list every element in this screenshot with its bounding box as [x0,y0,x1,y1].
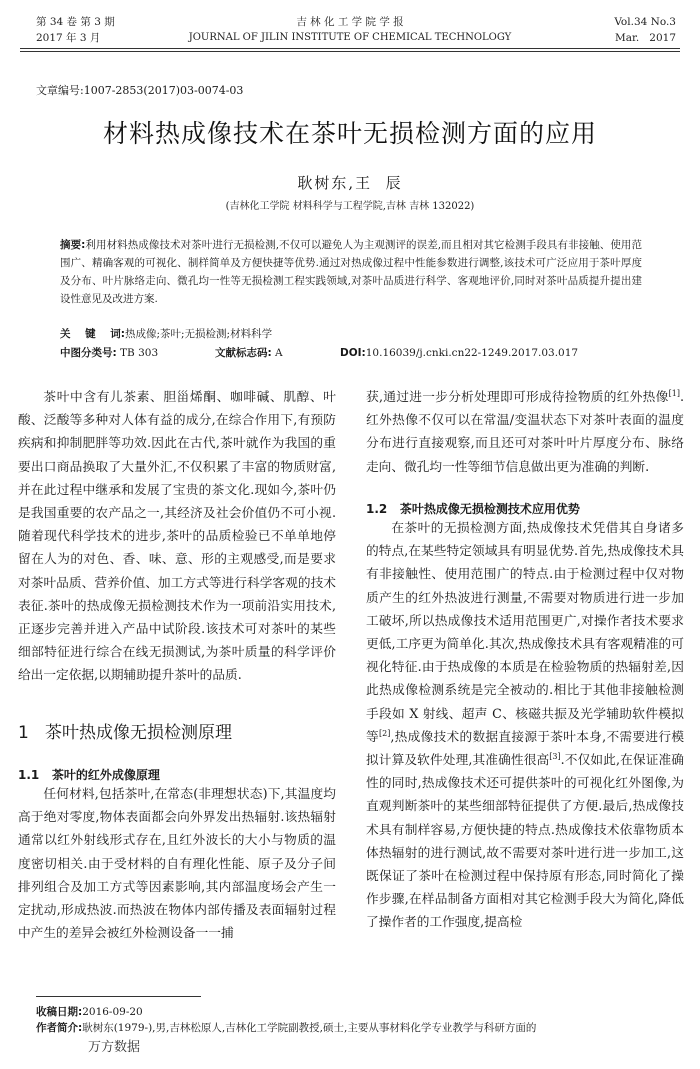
paragraph-1-1: 任何材料,包括茶叶,在常态(非理想状态)下,其温度均高于绝对零度,物体表面都会向外界发出热辐射.该热辐射通常以红外射线形式存在,且红外波长的大小与物质的温度密切相关.由于受材料的自有理化性能、原子及分子间排列组合及加工方式等因素影响,其内部温度场会产生一定扰动,形成热波.而热波在物体内部传播及表面辐射过程中产生的差异会被红外检测设备一一捕 [18,786,336,941]
paragraph-1-2-text-a: 在茶叶的无损检测方面,热成像技术凭借其自身诸多的特点,在某些特定领域具有明显优势.首先,热成像技术具有非接触性、使用范围广的特点.由于检测过程中仅对物质产生的红外热波进行测量,不需要对物质进行进一步加工破坏,所以热成像技术适用范围更广,对操作者技术要求更低,工序更为简单化.其次,热成像技术具有客观精准的可视化特征.由于热成像的本质是在检验物质的热辐射差,因此热成像检测系统是完全被动的.相比于其他非接触检测手段如 X 射线、超声 C、核磁共振及光学辅助软件模拟等 [366,520,684,744]
document-code [215,344,283,362]
citation-1: [1] [668,388,680,398]
paragraph-continued-text-b: .红外热像不仅可以在常温/变温状态下对茶叶表面的温度分布进行直接观察,而且还可对茶叶叶片厚度分布、脉络走向、微孔均一性等细节信息做出更为准确的判断. [366,389,684,474]
bio-text: 耿树东(1979-),男,吉林松原人,吉林化工学院副教授,硕士,主要从事材料化学专业教学与科研方面的 [82,1022,537,1034]
subsection-1-1-title: 茶叶的红外成像原理 [51,768,160,782]
header-rule [20,48,680,49]
received-date [36,1004,143,1020]
watermark: 万方数据 [88,1040,141,1055]
header-rule-thin [20,51,680,52]
paper-title: 材料热成像技术在茶叶无损检测方面的应用 [102,119,597,148]
intro-paragraph: 茶叶中含有儿茶素、胆甾烯酮、咖啡碱、肌醇、叶酸、泛酸等多种对人体有益的成分,在综合作用下,有预防疾病和抑制肥胖等功效.因此在古代,茶叶就作为我国的重要出口商品换取了大量外汇,不仅积累了丰富的物质财富,并在此过程中继承和发展了宝贵的茶文化.现如今,茶叶仍是我国重要的农产品之一,其经济及社会价值仍不可小视.随着现代科学技术的进步,茶叶的品质检验已不单单地停留在人为的对色、香、味、意、形的主观感受,而是要求对茶叶品质、营养价值、加工方式等进行科学客观的技术表征.茶叶的热成像无损检测技术作为一项前沿实用技术,正逐步完善并进入产品中试阶段.该技术可对茶叶的某些细部特征进行综合在线无损测试,为茶叶质量的科学评价给出一定依据,以期辅助提升茶叶的品质. [18,389,336,683]
clc-number [60,344,158,362]
clc-value: TB 303 [120,347,159,359]
keywords-text: 热成像;茶叶;无损检测;材料科学 [124,328,273,340]
footnote-rule [36,996,201,997]
doc-code-label: 文献标志码: [215,347,272,359]
authors: 耿树东,王 辰 [297,174,403,192]
citation-2: [2] [378,728,391,738]
citation-3: [3] [549,751,561,761]
header-date-en: Mar. 2017 [615,32,676,44]
section-1-number: 1 [18,723,29,743]
subsection-1-2-title: 茶叶热成像无损检测技术应用优势 [399,502,580,516]
subsection-1-2-number: 1.2 [366,502,388,516]
abstract-label: 摘要: [60,239,86,251]
header-volume-cn: 第 34 卷 第 3 期 [36,16,115,28]
left-column-body [18,782,336,944]
header-journal-en: JOURNAL OF JILIN INSTITUTE OF CHEMICAL TECHNOLOGY [188,32,512,43]
received-label: 收稿日期: [36,1006,83,1018]
received-value: 2016-09-20 [82,1006,143,1018]
right-column [366,385,684,478]
paragraph-1-2-text-c: .不仅如此,在保证准确性的同时,热成像技术还可提供茶叶的可视化红外图像,为直观判断茶叶的某些细部特征提供了方便.最后,热成像技术具有制样容易,方便快捷的特点.热成像技术依靠物质本体热辐射的进行测试,故不需要对茶叶进行进一步加工,这既保证了茶叶在检测过程中保持原有形态,同时简化了操作步骤,在样品制备方面相对其它检测手段大为简化,降低了操作者的工作强度,提高检 [366,752,684,930]
affiliation: (吉林化工学院 材料科学与工程学院,吉林 吉林 132022) [225,201,475,212]
paragraph-continued-text-a: 获,通过进一步分析处理即可形成待捡物质的红外热像 [366,389,669,404]
paragraph-1-2 [366,516,684,934]
header-volume-en: Vol.34 No.3 [614,16,676,28]
author-bio [36,1020,686,1036]
bio-label: 作者简介: [36,1022,83,1034]
paragraph-1-2-text-b: ,热成像技术的数据直接源于茶叶本身,不需要进行模拟计算及软件处理,其准确性很高 [366,728,685,768]
subsection-1-1-heading [18,766,160,783]
abstract-text: 利用材料热成像技术对茶叶进行无损检测,不仅可以避免人为主观测评的误差,而且相对其它检测手段具有非接触、使用范围广、精确客观的可视化、制样简单及方便快捷等优势.通过对热成像过程中性能参数进行调整,该技术可广泛应用于茶叶厚度及分布、叶片脉络走向、微孔均一性等无损检测工程实践领域,对茶叶品质进行科学、客观地评价,同时对茶叶品质提升提出建设性意见及改进方案. [60,239,642,305]
article-number: 文章编号:1007-2853(2017)03-0074-03 [36,84,244,97]
clc-label: 中图分类号: [60,347,117,359]
doi-value: 10.16039/j.cnki.cn22-1249.2017.03.017 [365,347,579,359]
left-column [18,385,336,687]
abstract [60,236,642,308]
keywords-label: 关 键 词: [60,328,125,340]
right-column-body [366,516,684,934]
doc-code-value: A [275,347,283,359]
section-1-heading [18,718,232,743]
keywords [60,325,272,343]
paragraph-continued [366,385,684,478]
subsection-1-2-heading [366,500,580,517]
subsection-1-1-number: 1.1 [18,768,40,782]
header-date-cn: 2017 年 3 月 [36,32,101,44]
header-journal-cn: 吉 林 化 工 学 院 学 报 [296,16,404,28]
doi [340,344,578,362]
section-1-title: 茶叶热成像无损检测原理 [45,723,233,743]
doi-label: DOI: [340,347,366,359]
